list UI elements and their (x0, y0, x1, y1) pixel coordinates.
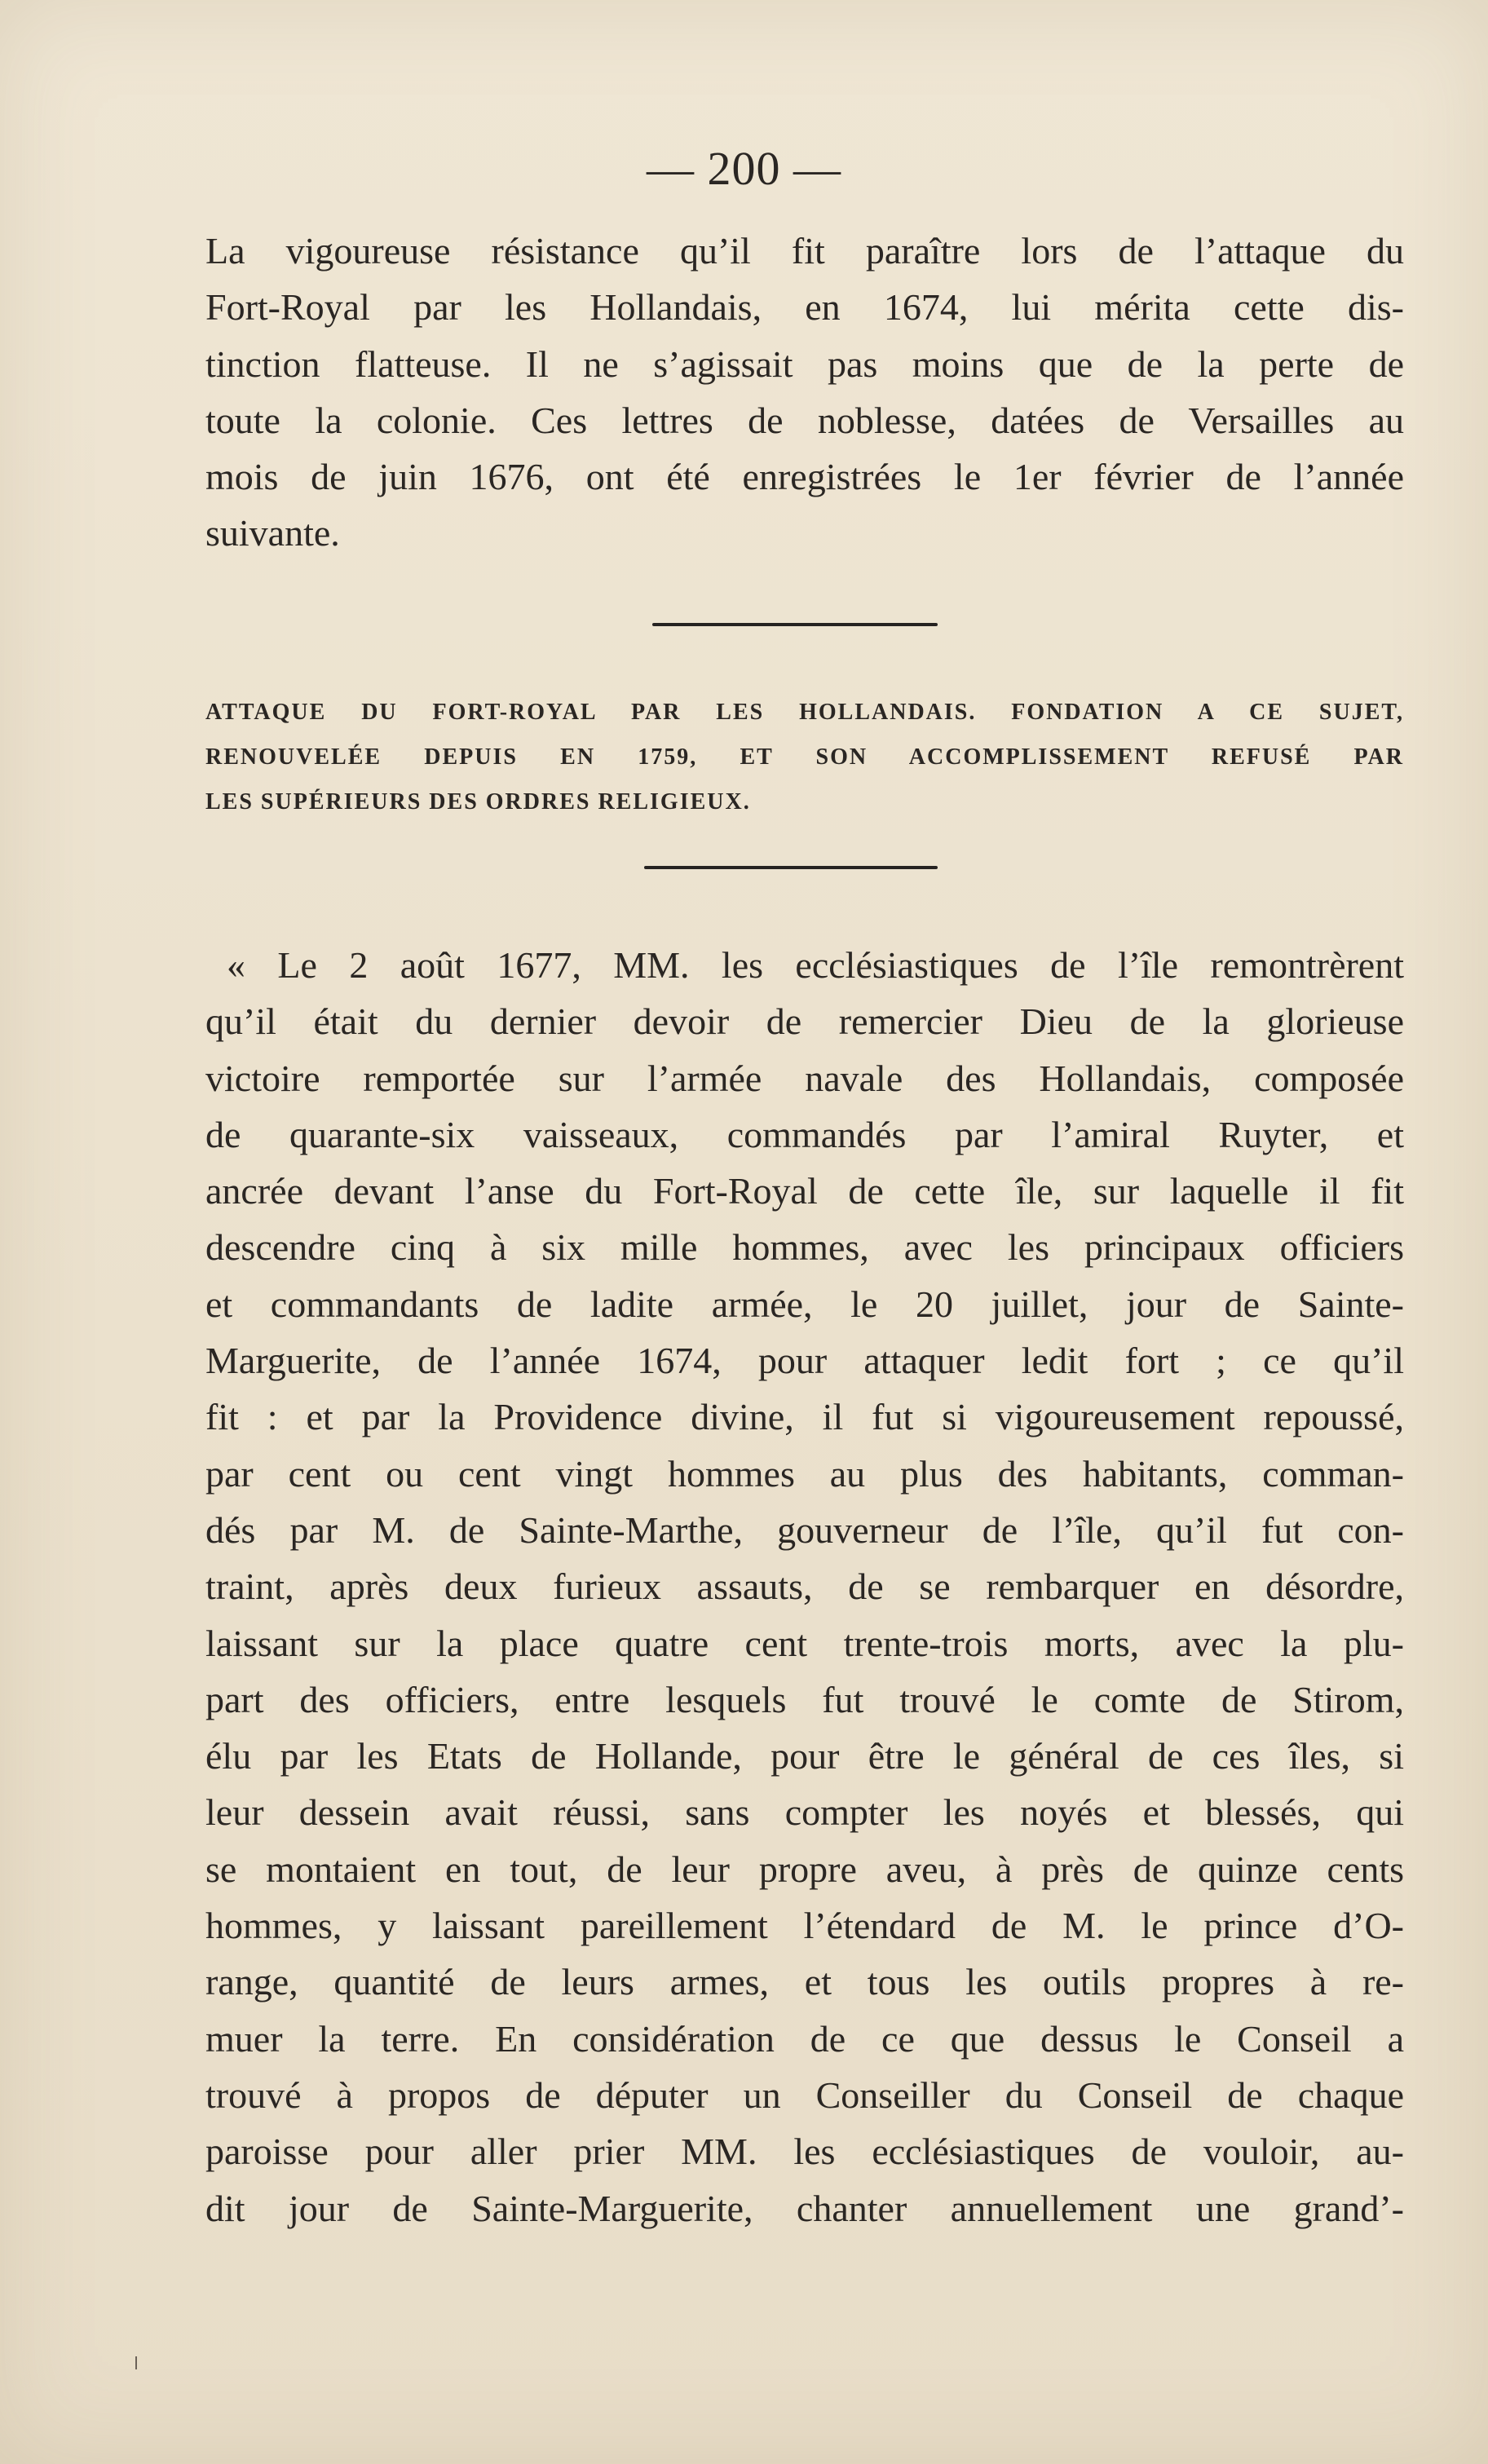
paragraph-line: part des officiers, entre lesquels fut trouvé le comte de Stirom, (205, 1678, 1404, 1720)
paragraph-line: tinction flatteuse. Il ne s’agissait pas moins que de la perte de (205, 342, 1404, 385)
section-heading (205, 690, 1404, 824)
paragraph-line: dit jour de Sainte-Marguerite, chanter annuellement une grand’- (205, 2187, 1404, 2229)
paragraph-line: Marguerite, de l’année 1674, pour attaquer ledit fort ; ce qu’il (205, 1340, 1404, 1382)
paragraph-line: muer la terre. En considération de ce que dessus le Conseil a (205, 2017, 1404, 2060)
paragraph-line: dés par M. de Sainte-Marthe, gouverneur de l’île, qu’il fut con- (205, 1508, 1404, 1551)
paragraph-line: « Le 2 août 1677, MM. les ecclésiastiques de l’île remontrèrent (227, 944, 1404, 986)
paragraph-line: suivante. (205, 512, 340, 554)
paragraph-line: La vigoureuse résistance qu’il fit paraître lors de l’attaque du (205, 230, 1404, 272)
stray-ink-mark (135, 2356, 137, 2369)
section-divider-bottom (644, 866, 938, 869)
paragraph-line: trouvé à propos de députer un Conseiller du Conseil de chaque (205, 2073, 1404, 2116)
paragraph-line: mois de juin 1676, ont été enregistrées le 1er février de l’année (205, 456, 1404, 498)
section-heading-line: RENOUVELÉE DEPUIS EN 1759, ET SON ACCOMPLISSEMENT REFUSÉ PAR (205, 744, 1404, 770)
paragraph-line: ancrée devant l’anse du Fort-Royal de cette île, sur laquelle il fit (205, 1170, 1404, 1212)
paragraph-line: descendre cinq à six mille hommes, avec les principaux officiers (205, 1226, 1404, 1269)
section-divider-top (652, 623, 938, 626)
paragraph-2 (205, 937, 1404, 2237)
paragraph-line: leur dessein avait réussi, sans compter les noyés et blessés, qui (205, 1791, 1404, 1834)
paragraph-line: range, quantité de leurs armes, et tous les outils propres à re- (205, 1961, 1404, 2003)
paragraph-line: par cent ou cent vingt hommes au plus des habitants, comman- (205, 1452, 1404, 1495)
paragraph-line: paroisse pour aller prier MM. les ecclésiastiques de vouloir, au- (205, 2131, 1404, 2173)
paragraph-line: qu’il était du dernier devoir de remercier Dieu de la glorieuse (205, 1000, 1404, 1043)
paragraph-line: se montaient en tout, de leur propre aveu, à près de quinze cents (205, 1848, 1404, 1890)
section-heading-line: ATTAQUE DU FORT-ROYAL PAR LES HOLLANDAIS. FONDATION A CE SUJET, (205, 700, 1404, 725)
paragraph-line: traint, après deux furieux assauts, de se rembarquer en désordre, (205, 1565, 1404, 1608)
paragraph-line: laissant sur la place quatre cent trente-trois morts, avec la plu- (205, 1622, 1404, 1664)
paragraph-line: de quarante-six vaisseaux, commandés par l’amiral Ruyter, et (205, 1113, 1404, 1155)
paragraph-1 (205, 223, 1404, 562)
paragraph-line: victoire remportée sur l’armée navale des Hollandais, composée (205, 1057, 1404, 1099)
paragraph-line: et commandants de ladite armée, le 20 juillet, jour de Sainte- (205, 1283, 1404, 1325)
paragraph-line: toute la colonie. Ces lettres de noblesse, datées de Versailles au (205, 399, 1404, 441)
section-heading-line: LES SUPÉRIEURS DES ORDRES RELIGIEUX. (205, 789, 751, 815)
paragraph-line: hommes, y laissant pareillement l’étendard de M. le prince d’O- (205, 1905, 1404, 1947)
paragraph-line: élu par les Etats de Hollande, pour être le général de ces îles, si (205, 1735, 1404, 1777)
paragraph-line: Fort-Royal par les Hollandais, en 1674, lui mérita cette dis- (205, 286, 1404, 329)
page-number: — 200 — (647, 142, 841, 195)
paragraph-line: fit : et par la Providence divine, il fut si vigoureusement repoussé, (205, 1396, 1404, 1438)
